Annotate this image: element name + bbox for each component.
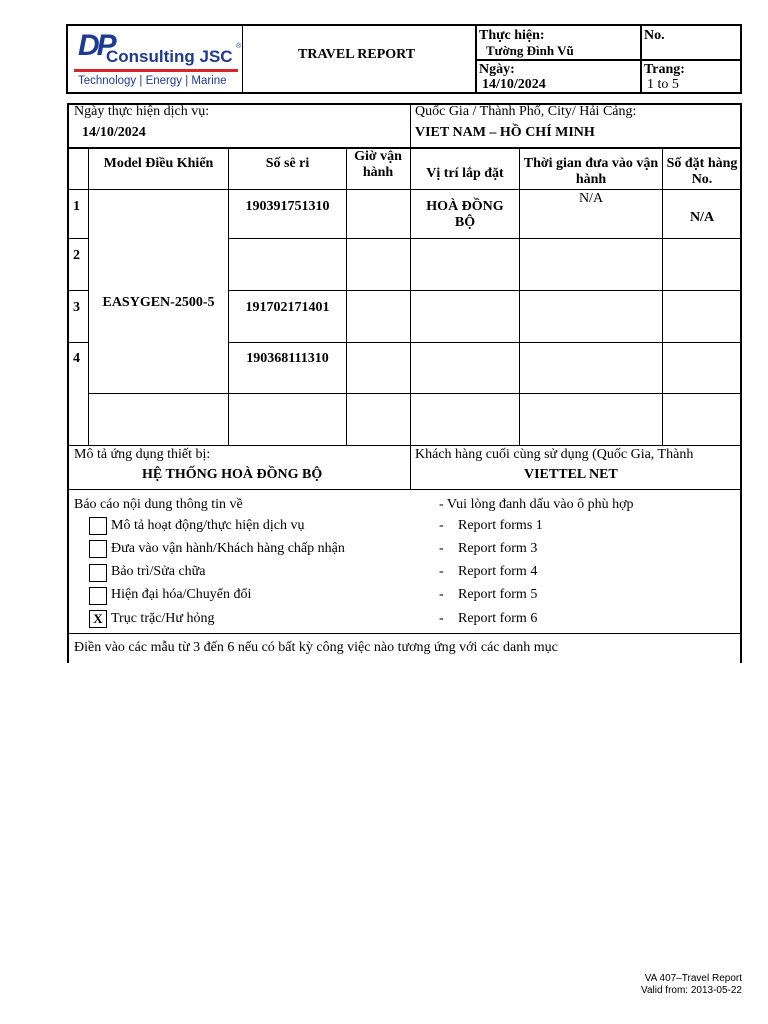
report-dash: - (439, 611, 444, 626)
service-location-label: Quốc Gia / Thành Phố, City/ Hải Cảng: (415, 104, 637, 119)
report-item-label: Hiện đại hóa/Chuyển đổi (111, 587, 252, 602)
logo-initials: DP (78, 29, 114, 62)
form-note: Điền vào các mẫu từ 3 đến 6 nếu có bất kỳ công việc nào tương ứng với các danh mục (74, 640, 558, 655)
customer-value: VIETTEL NET (524, 467, 618, 482)
table-row-line (68, 238, 88, 239)
table-col-line (410, 148, 411, 446)
logo-company: Consulting JSC (106, 47, 233, 66)
table-row-line (68, 189, 741, 190)
serial-value: 191702171401 (245, 300, 330, 315)
report-title: TRAVEL REPORT (298, 47, 416, 62)
row-number: 3 (73, 300, 80, 315)
table-col-line (519, 148, 520, 446)
table-row-line (68, 342, 88, 343)
date-label: Ngày: (479, 62, 515, 77)
footer-line-2: Valid from: 2013-05-22 (641, 985, 742, 996)
commission-value: N/A (578, 191, 604, 206)
report-form-label: Report form 5 (458, 587, 538, 602)
header-order-no: Số đặt hàng No. (666, 156, 738, 187)
tagline-energy: Energy (145, 75, 183, 87)
row-number: 1 (73, 199, 80, 214)
report-item-label: Bảo trì/Sửa chữa (111, 564, 206, 579)
report-intro: Báo cáo nội dung thông tin về (74, 497, 243, 512)
service-divider (410, 104, 411, 148)
footer-line-1: VA 407–Travel Report (644, 973, 742, 984)
row-number: 2 (73, 248, 80, 263)
table-row-line (88, 393, 741, 394)
order-no-value: N/A (689, 210, 715, 225)
section-rule (68, 633, 741, 634)
report-checkbox[interactable] (89, 540, 107, 558)
tagline-technology: Technology (78, 75, 137, 87)
service-date-value: 14/10/2024 (82, 125, 146, 140)
row-number: 4 (73, 351, 80, 366)
report-item-label: Đưa vào vận hành/Khách hàng chấp nhận (111, 541, 345, 556)
header-model: Model Điều Khiển (103, 156, 214, 171)
table-col-line (662, 148, 663, 446)
report-dash: - (439, 564, 444, 579)
table-row-line (228, 342, 741, 343)
header-hours: Giờ vận hành (354, 149, 402, 180)
report-form-label: Report form 6 (458, 611, 538, 626)
report-dash: - (439, 587, 444, 602)
report-dash: - (439, 518, 444, 533)
model-value: EASYGEN-2500-5 (102, 295, 215, 310)
customer-label: Khách hàng cuối cùng sử dụng (Quốc Gia, Thành (415, 447, 694, 462)
report-dash: - (439, 541, 444, 556)
table-col-line (228, 148, 229, 446)
company-logo (74, 29, 240, 91)
header-location: Vị trí lắp đặt (426, 166, 504, 181)
application-divider (410, 446, 411, 489)
report-form-label: Report form 4 (458, 564, 538, 579)
report-form-label: Report forms 1 (458, 518, 543, 533)
logo-registered: ® (236, 43, 242, 50)
application-value: HỆ THỐNG HOÀ ĐỒNG BỘ (142, 467, 323, 482)
logo-red-rule (74, 69, 238, 72)
performer-label: Thực hiện: (479, 28, 545, 43)
header-serial: Số sê ri (265, 156, 310, 171)
report-item-label: Mô tả hoạt động/thực hiện dịch vụ (111, 518, 305, 533)
serial-value: 190391751310 (245, 199, 330, 214)
report-checkbox-checked[interactable]: X (89, 610, 107, 628)
date-value: 14/10/2024 (482, 77, 546, 92)
tagline-separator: | (185, 75, 192, 87)
service-date-label: Ngày thực hiện dịch vụ: (74, 104, 210, 119)
tagline-separator: | (139, 75, 146, 87)
report-hint: - Vui lòng đanh dấu vào ô phù hợp (439, 497, 634, 512)
report-checkbox[interactable] (89, 564, 107, 582)
table-col-line (346, 148, 347, 446)
page-label: Trang: (644, 62, 685, 77)
table-row-line (228, 238, 741, 239)
report-item-label: Trục trặc/Hư hỏng (111, 611, 215, 626)
serial-value: 190368111310 (246, 351, 329, 366)
install-location-value: HOÀ ĐỒNG BỘ (426, 199, 504, 230)
table-row-line (228, 290, 741, 291)
tagline-marine: Marine (191, 75, 227, 87)
service-location-value: VIET NAM – HỒ CHÍ MINH (415, 125, 595, 140)
table-row-line (68, 290, 88, 291)
section-rule (68, 489, 741, 490)
header-commission: Thời gian đưa vào vận hành (523, 156, 659, 187)
document-no-label: No. (644, 28, 665, 43)
report-checkbox[interactable] (89, 587, 107, 605)
report-form-label: Report form 3 (458, 541, 538, 556)
performer-name: Tường Đình Vũ (486, 43, 574, 58)
application-label: Mô tả ứng dụng thiết bị: (74, 447, 211, 462)
header-divider (476, 59, 742, 61)
customer-label-clip (412, 446, 740, 465)
page-value: 1 to 5 (647, 77, 679, 92)
logo-tagline (78, 74, 227, 88)
header-divider (242, 24, 243, 94)
report-checkbox[interactable] (89, 517, 107, 535)
